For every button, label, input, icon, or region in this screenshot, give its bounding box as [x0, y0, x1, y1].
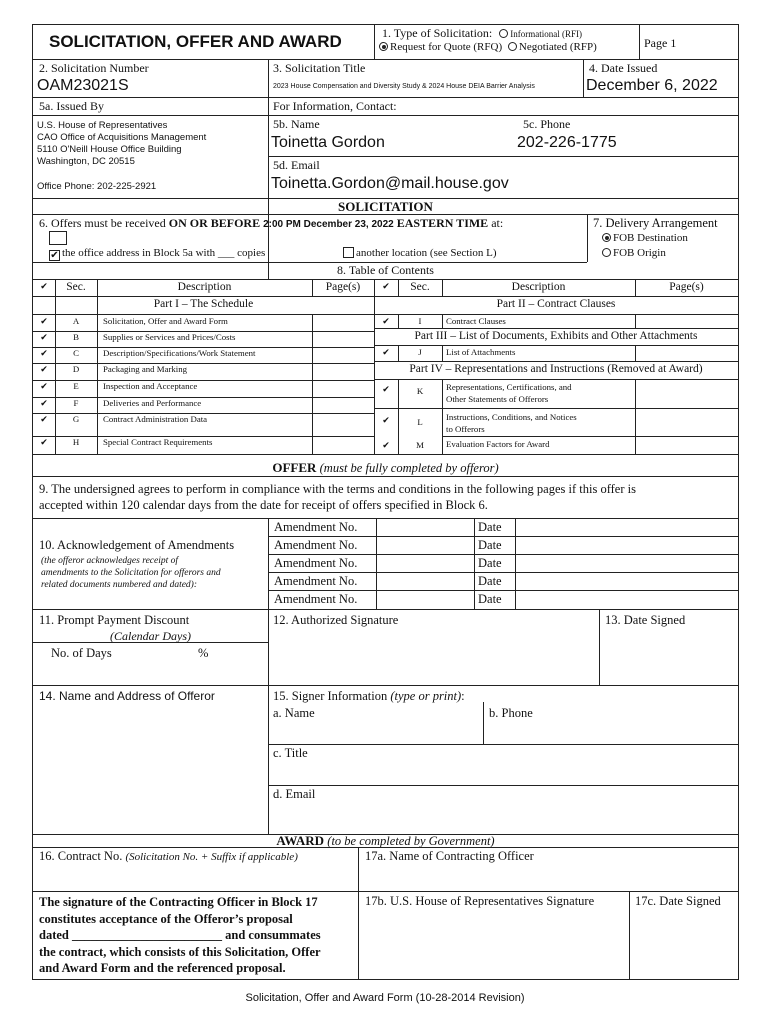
amendment-no-field[interactable] [377, 537, 473, 553]
toc-sec-M: M [416, 440, 424, 450]
block11-sub: (Calendar Days) [110, 629, 191, 643]
rfq-label: Request for Quote (RFQ) [390, 41, 503, 53]
block17a-label: 17a. Name of Contracting Officer [365, 849, 534, 863]
contact-phone: 202-226-1775 [517, 134, 617, 151]
amendment-no-field[interactable] [377, 573, 473, 589]
toc-check-L: ✔ [382, 416, 390, 426]
toc-sec-A: A [72, 316, 80, 326]
phone-label: 5c. Phone [523, 117, 571, 131]
block11-label: 11. Prompt Payment Discount [39, 613, 190, 627]
footer: Solicitation, Offer and Award Form (10-28-2014 Revision) [245, 992, 525, 1004]
block2-label: 2. Solicitation Number [39, 61, 149, 75]
award-acceptance-text: The signature of the Contracting Officer in Block 17 constitutes acceptance of the Offeror’s proposal dated ________________________ and consummates the contract, which consists of this Solicitation, Offer and Award Form and the referenced proposal. [39, 895, 321, 975]
page-number: Page 1 [644, 36, 677, 50]
toc-desc-J: List of Attachments [446, 347, 516, 357]
solicitation-heading: SOLICITATION [338, 199, 433, 214]
amendment-no-label: Amendment No. [274, 538, 358, 552]
toc-col-sec-right: Sec. [410, 281, 430, 293]
signer-phone-label: b. Phone [489, 706, 533, 720]
amendment-date-field[interactable] [516, 519, 737, 535]
toc-check-I: ✔ [382, 317, 390, 327]
fob-destination-label: FOB Destination [613, 232, 688, 244]
negotiated-label: Negotiated (RFP) [518, 41, 597, 53]
amendment-no-label: Amendment No. [274, 520, 358, 534]
toc-sec-C: C [73, 348, 79, 358]
amendment-date-label: Date [478, 574, 502, 588]
toc-desc-B: Supplies or Services and Prices/Costs [103, 332, 236, 342]
authorized-signature-field[interactable] [269, 627, 598, 683]
toc-desc-A: Solicitation, Offer and Award Form [103, 316, 228, 326]
type-label: 1. Type of Solicitation: [382, 26, 493, 40]
rfq-radio[interactable] [379, 42, 388, 51]
toc-heading: 8. Table of Contents [337, 263, 434, 277]
signer-name-field[interactable] [269, 722, 482, 742]
issuer-address: U.S. House of Representatives CAO Office of Acquisitions Management 5110 O'Neill House Office Building Washington, DC 20515 [37, 120, 207, 167]
block12-label: 12. Authorized Signature [273, 613, 399, 627]
amendment-date-label: Date [478, 520, 502, 534]
toc-col-check-right: ✔ [382, 282, 390, 292]
block10-note: (the offeror acknowledges receipt of amendments to the Solicitation for offerors and related documents numbered and dated): [41, 556, 221, 590]
office-address-checkbox[interactable]: ✔ [50, 250, 59, 261]
toc-part1: Part I – The Schedule [153, 298, 254, 310]
contact-name: Toinetta Gordon [271, 134, 385, 151]
toc-sec-E: E [73, 381, 79, 391]
date-issued: December 6, 2022 [586, 77, 718, 94]
block10-label: 10. Acknowledgement of Amendments [39, 538, 235, 552]
form-title: SOLICITATION, OFFER AND AWARD [49, 32, 342, 51]
signer-title-label: c. Title [273, 746, 308, 760]
toc-desc-C: Description/Specifications/Work Statement [103, 348, 256, 358]
toc-check-F: ✔ [40, 399, 48, 409]
signer-phone-field[interactable] [484, 722, 737, 742]
toc-check-B: ✔ [40, 333, 48, 343]
toc-check-J: ✔ [382, 348, 390, 358]
other-location-label: another location (see Section L) [356, 247, 497, 259]
contract-number-field[interactable] [34, 865, 357, 889]
block16-label: 16. Contract No. (Solicitation No. + Suffix if applicable) [39, 849, 298, 863]
block9-text: 9. The undersigned agrees to perform in compliance with the terms and conditions in the following pages if this offer is accepted within 120 calendar days from the date for receipt of offers specified in Block 6. [39, 482, 636, 512]
solicitation-form [32, 24, 739, 980]
amendment-date-label: Date [478, 592, 502, 606]
toc-col-desc-right: Description [511, 281, 566, 293]
amendment-date-field[interactable] [516, 573, 737, 589]
fob-origin-label: FOB Origin [613, 247, 666, 259]
block17c-label: 17c. Date Signed [635, 894, 721, 908]
award-date-signed-field[interactable] [630, 911, 737, 979]
amendment-date-field[interactable] [516, 537, 737, 553]
toc-sec-F: F [73, 398, 79, 408]
house-signature-field[interactable] [359, 911, 628, 979]
amendment-date-field[interactable] [516, 555, 737, 571]
toc-check-E: ✔ [40, 382, 48, 392]
toc-part3: Part III – List of Documents, Exhibits and Other Attachments [414, 330, 698, 342]
fob-destination-radio[interactable] [602, 233, 611, 242]
contact-email[interactable]: Toinetta.Gordon@mail.house.gov [271, 175, 509, 192]
toc-col-sec-left: Sec. [66, 281, 86, 293]
block17b-label: 17b. U.S. House of Representatives Signature [365, 894, 595, 908]
toc-sec-H: H [72, 437, 80, 447]
toc-sec-G: G [72, 414, 80, 424]
toc-check-K: ✔ [382, 385, 390, 395]
toc-check-H: ✔ [40, 438, 48, 448]
toc-check-M: ✔ [382, 441, 390, 451]
other-location-checkbox[interactable] [343, 247, 354, 258]
block7-label: 7. Delivery Arrangement [593, 216, 718, 230]
amendment-no-label: Amendment No. [274, 556, 358, 570]
percent-label: % [198, 646, 209, 660]
block15-label: 15. Signer Information (type or print): [273, 689, 465, 703]
toc-sec-B: B [73, 332, 79, 342]
toc-check-A: ✔ [40, 317, 48, 327]
signer-email-field[interactable] [269, 803, 737, 831]
amendment-no-field[interactable] [377, 591, 473, 607]
toc-check-D: ✔ [40, 365, 48, 375]
solicitation-number: OAM23021S [37, 77, 129, 94]
email-label: 5d. Email [273, 158, 320, 172]
signer-title-field[interactable] [269, 762, 737, 784]
signer-name-label: a. Name [273, 706, 315, 720]
amendment-no-field[interactable] [377, 555, 473, 571]
fob-origin-radio[interactable] [602, 248, 611, 257]
toc-desc-H: Special Contract Requirements [103, 437, 213, 447]
offeror-address-field[interactable] [33, 705, 267, 830]
name-label: 5b. Name [273, 117, 320, 131]
contact-label: For Information, Contact: [273, 99, 397, 113]
toc-check-G: ✔ [40, 415, 48, 425]
toc-sec-D: D [72, 364, 80, 374]
block3-label: 3. Solicitation Title [273, 61, 366, 75]
toc-part2: Part II – Contract Clauses [496, 298, 616, 310]
toc-desc-K: Representations, Certifications, and Other Statements of Offerors [446, 382, 572, 404]
solicitation-title: 2023 House Compensation and Diversity Study & 2024 House DEIA Barrier Analysis [273, 83, 535, 90]
toc-desc-D: Packaging and Marking [103, 364, 188, 374]
toc-col-desc-left: Description [177, 281, 232, 293]
award-heading: AWARD (to be completed by Government) [276, 833, 495, 848]
toc-sec-J: J [418, 347, 422, 357]
contracting-officer-field[interactable] [359, 865, 737, 889]
toc-desc-F: Deliveries and Performance [103, 398, 202, 408]
toc-col-pages-left: Page(s) [325, 281, 361, 293]
amendment-date-label: Date [478, 556, 502, 570]
toc-part4: Part IV – Representations and Instructions (Removed at Award) [409, 363, 703, 375]
toc-desc-G: Contract Administration Data [103, 414, 208, 424]
block5a-label: 5a. Issued By [39, 99, 104, 113]
signer-email-label: d. Email [273, 787, 316, 801]
office-address-label: the office address in Block 5a with ___ copies [62, 247, 266, 259]
amendment-no-field[interactable] [377, 519, 473, 535]
toc-col-check-left: ✔ [40, 282, 48, 292]
toc-desc-L: Instructions, Conditions, and Notices to Offerors [446, 412, 577, 434]
negotiated-radio[interactable] [508, 42, 517, 51]
block6-blank-checkbox[interactable] [49, 231, 67, 245]
date-signed-field[interactable] [600, 627, 737, 683]
toc-sec-K: K [416, 386, 424, 396]
amendment-date-label: Date [478, 538, 502, 552]
days-label: No. of Days [51, 646, 112, 660]
block6-text: 6. Offers must be received ON OR BEFORE 2:00 PM December 23, 2022 EASTERN TIME at: [39, 216, 504, 230]
toc-desc-M: Evaluation Factors for Award [446, 439, 550, 449]
amendment-no-label: Amendment No. [274, 592, 358, 606]
block4-label: 4. Date Issued [589, 61, 658, 75]
toc-check-C: ✔ [40, 349, 48, 359]
toc-sec-I: I [418, 316, 422, 326]
toc-desc-E: Inspection and Acceptance [103, 381, 198, 391]
issuer-phone: Office Phone: 202-225-2921 [37, 181, 157, 192]
informational-radio[interactable] [499, 29, 508, 38]
toc-sec-L: L [417, 417, 423, 427]
block14-label: 14. Name and Address of Offeror [39, 689, 215, 703]
amendment-date-field[interactable] [516, 591, 737, 607]
informational-label: Informational (RFI) [510, 29, 582, 39]
toc-desc-I: Contract Clauses [446, 316, 506, 326]
block13-label: 13. Date Signed [605, 613, 686, 627]
amendment-no-label: Amendment No. [274, 574, 358, 588]
toc-col-pages-right: Page(s) [669, 281, 704, 293]
offer-heading: OFFER (must be fully completed by offeror) [272, 460, 499, 475]
